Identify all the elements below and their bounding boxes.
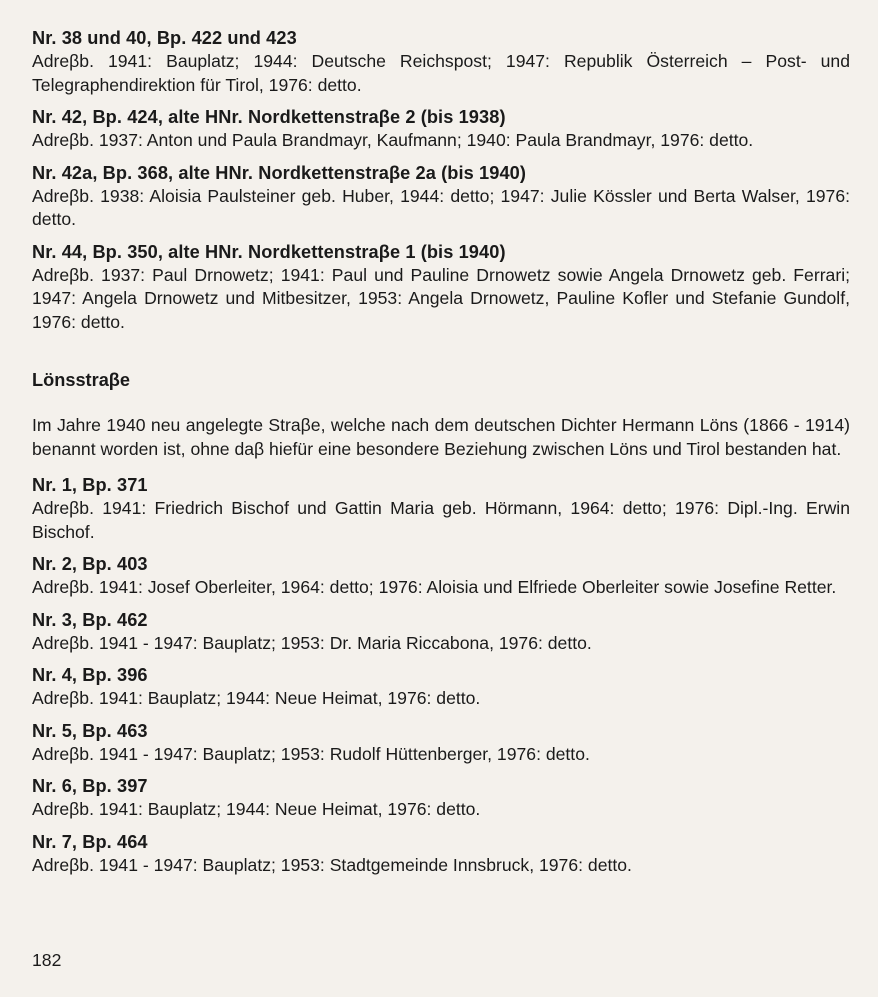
entry-nr-4: [32, 663, 850, 711]
entry-heading: Nr. 3, Bp. 462: [32, 609, 148, 630]
entry-body: Adreβb. 1937: Paul Drnowetz; 1941: Paul und Pauline Drnowetz sowie Angela Drnowetz geb. Ferrari; 1947: Angela Drnowetz und Mitbesitzer, 1953: Angela Drnowetz, Pauline Kofler und Stefanie Gundolf, 1976: detto.: [32, 264, 850, 332]
entry-heading: Nr. 5, Bp. 463: [32, 720, 148, 741]
entry-body: Adreβb. 1938: Aloisia Paulsteiner geb. Huber, 1944: detto; 1947: Julie Kössler und Berta Walser, 1976: detto.: [32, 185, 850, 229]
section-title: Lönsstraβe: [32, 370, 131, 390]
entry-heading: Nr. 42, Bp. 424, alte HNr. Nordkettenstraβe 2 (bis 1938): [32, 107, 506, 127]
entry-body: Adreβb. 1941 - 1947: Bauplatz; 1953: Dr. Maria Riccabona, 1976: detto.: [32, 632, 592, 653]
entry-body: Adreβb. 1941: Bauplatz; 1944: Neue Heimat, 1976: detto.: [32, 799, 481, 819]
entry-heading: Nr. 6, Bp. 397: [32, 776, 148, 796]
entry-body: Adreβb. 1941: Bauplatz; 1944: Deutsche Reichspost; 1947: Republik Österreich – Post- und Telegraphendirektion für Tirol, 1976: detto.: [32, 51, 850, 95]
entry-heading: Nr. 2, Bp. 403: [32, 554, 148, 574]
entry-heading: Nr. 7, Bp. 464: [32, 831, 148, 852]
entry-nr-6: [32, 774, 850, 822]
entry-body: Adreβb. 1941: Friedrich Bischof und Gattin Maria geb. Hörmann, 1964: detto; 1976: Dipl.-Ing. Erwin Bischof.: [32, 498, 850, 542]
entry-body: Adreβb. 1937: Anton und Paula Brandmayr, Kaufmann; 1940: Paula Brandmayr, 1976: detto.: [32, 130, 754, 150]
page-number: 182: [32, 950, 62, 970]
entry-heading: Nr. 42a, Bp. 368, alte HNr. Nordkettenstraβe 2a (bis 1940): [32, 162, 527, 183]
section-intro: Im Jahre 1940 neu angelegte Straβe, welche nach dem deutschen Dichter Hermann Löns (1866 - 1914) benannt worden ist, ohne daβ hiefür eine besondere Beziehung zwischen Löns und Tirol bestanden hat.: [32, 415, 850, 459]
entry-nr-42: [32, 105, 850, 153]
entry-heading: Nr. 44, Bp. 350, alte HNr. Nordkettenstraβe 1 (bis 1940): [32, 241, 506, 262]
entry-heading: Nr. 4, Bp. 396: [32, 665, 148, 685]
entry-heading: Nr. 38 und 40, Bp. 422 und 423: [32, 28, 297, 48]
entry-heading: Nr. 1, Bp. 371: [32, 475, 148, 495]
entry-body: Adreβb. 1941: Josef Oberleiter, 1964: detto; 1976: Aloisia und Elfriede Oberleiter sowie Josefine Retter.: [32, 577, 837, 597]
entry-nr-7: [32, 830, 850, 878]
entry-nr-1: [32, 473, 850, 544]
entry-nr-44: [32, 240, 850, 335]
entry-nr-38-40: [32, 26, 850, 97]
entry-nr-3: [32, 608, 850, 656]
entry-nr-42a: [32, 161, 850, 232]
entry-nr-5: [32, 719, 850, 767]
entry-body: Adreβb. 1941 - 1947: Bauplatz; 1953: Stadtgemeinde Innsbruck, 1976: detto.: [32, 854, 632, 875]
document-page: [32, 26, 850, 885]
entry-body: Adreβb. 1941: Bauplatz; 1944: Neue Heimat, 1976: detto.: [32, 688, 481, 708]
entry-nr-2: [32, 552, 850, 600]
entry-body: Adreβb. 1941 - 1947: Bauplatz; 1953: Rudolf Hüttenberger, 1976: detto.: [32, 743, 590, 764]
